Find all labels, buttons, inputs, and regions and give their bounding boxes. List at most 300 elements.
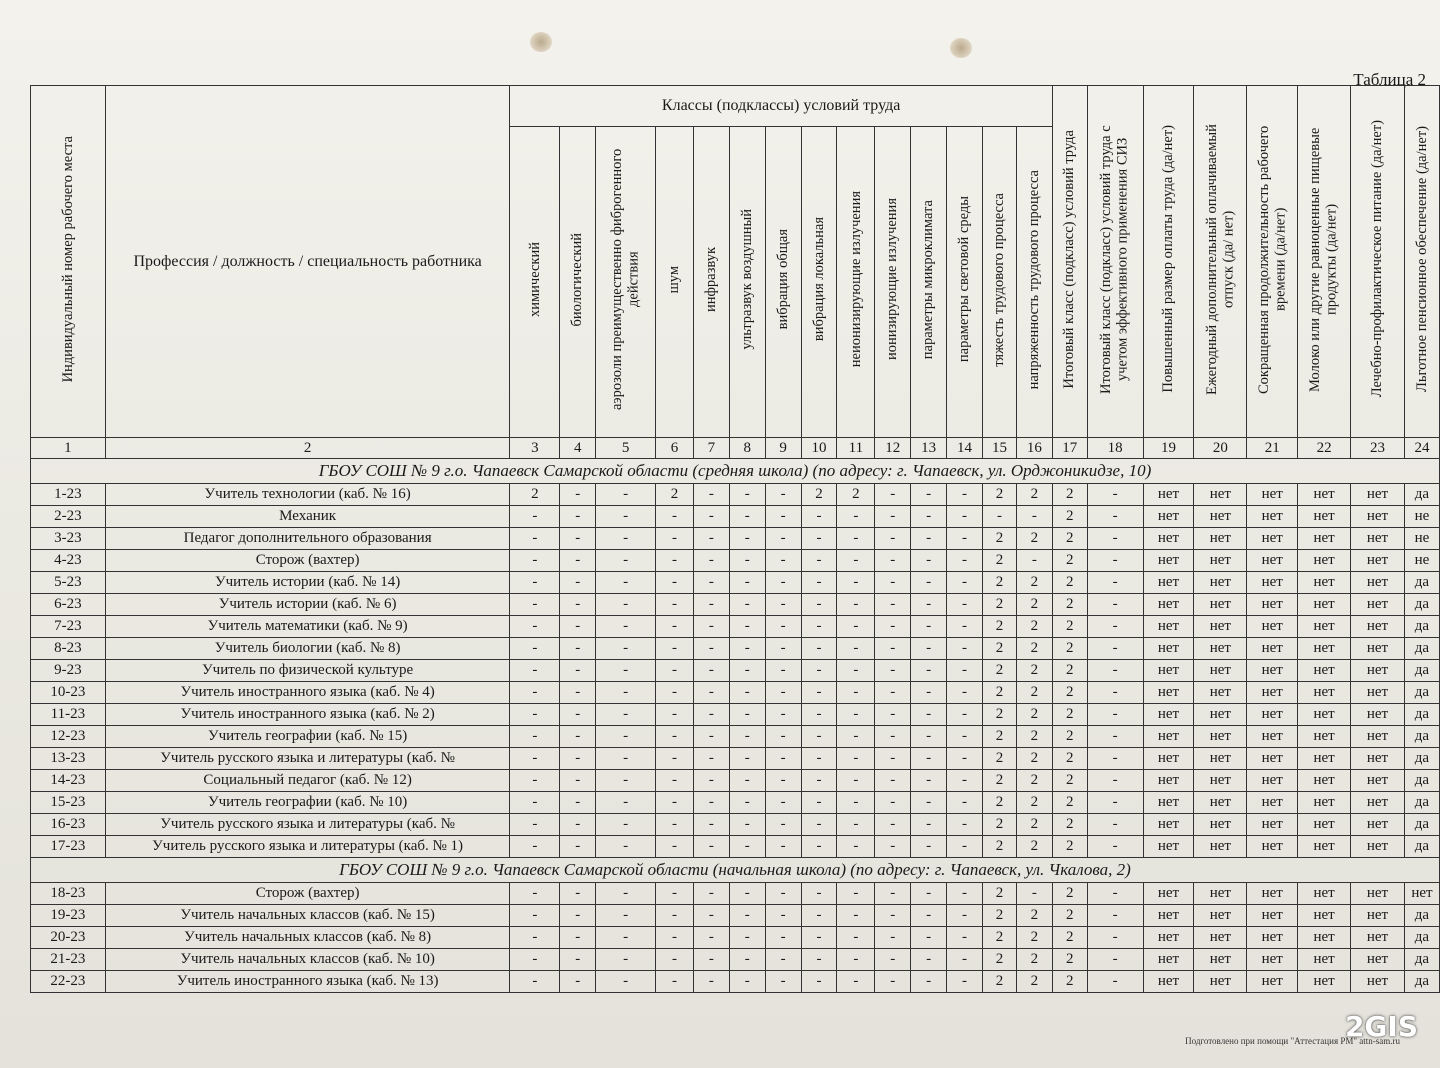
column-number: 24: [1404, 438, 1439, 459]
2gis-watermark: 2GIS: [1344, 1010, 1418, 1043]
factor-class-cell: -: [801, 949, 837, 971]
factor-class-cell: -: [510, 704, 560, 726]
workplace-id-cell: 16-23: [31, 814, 106, 836]
factor-class-cell: -: [911, 770, 947, 792]
guarantee-cell: нет: [1247, 927, 1298, 949]
final-class-cell: 2: [1052, 792, 1087, 814]
factor-class-cell: -: [801, 792, 837, 814]
factor-header: ионизирующие излучения: [875, 127, 911, 438]
final-class-cell: 2: [1052, 770, 1087, 792]
factor-class-cell: -: [837, 704, 875, 726]
final-class-siz-cell: -: [1087, 484, 1143, 506]
factor-class-cell: -: [656, 971, 694, 993]
guarantee-cell: нет: [1194, 949, 1247, 971]
factor-class-cell: 2: [1016, 971, 1052, 993]
profession-cell: Сторож (вахтер): [105, 883, 510, 905]
factor-class-cell: -: [510, 949, 560, 971]
workplace-id-cell: 9-23: [31, 660, 106, 682]
factor-class-cell: -: [911, 682, 947, 704]
factor-class-cell: -: [656, 905, 694, 927]
factor-class-cell: 2: [983, 927, 1017, 949]
guarantee-cell: нет: [1298, 704, 1351, 726]
factor-class-cell: -: [765, 971, 801, 993]
factor-class-cell: -: [596, 770, 656, 792]
final-class-cell: 2: [1052, 638, 1087, 660]
factor-class-cell: -: [947, 949, 983, 971]
factor-class-cell: -: [596, 660, 656, 682]
guarantee-cell: нет: [1351, 949, 1405, 971]
factor-class-cell: -: [875, 528, 911, 550]
guarantee-cell: нет: [1351, 682, 1405, 704]
section-row: [31, 858, 1440, 883]
factor-class-cell: -: [560, 971, 596, 993]
factor-class-cell: 2: [983, 704, 1017, 726]
guarantee-cell: нет: [1194, 971, 1247, 993]
factor-class-cell: -: [729, 616, 765, 638]
final-class-siz-cell: -: [1087, 704, 1143, 726]
column-number: 21: [1247, 438, 1298, 459]
table-row: [31, 528, 1440, 550]
factor-class-cell: -: [1016, 550, 1052, 572]
section-row: [31, 459, 1440, 484]
column-number: 14: [947, 438, 983, 459]
factor-class-cell: -: [560, 638, 596, 660]
factor-class-cell: -: [596, 638, 656, 660]
factor-class-cell: -: [875, 616, 911, 638]
final-class-siz-cell: -: [1087, 836, 1143, 858]
guarantee-cell: нет: [1298, 484, 1351, 506]
factor-class-cell: -: [656, 883, 694, 905]
column-number: 18: [1087, 438, 1143, 459]
factor-class-cell: -: [765, 770, 801, 792]
factor-class-cell: -: [693, 927, 729, 949]
factor-class-cell: -: [801, 704, 837, 726]
final-class-siz-cell: -: [1087, 883, 1143, 905]
factor-class-cell: -: [801, 927, 837, 949]
factor-class-cell: -: [911, 506, 947, 528]
factor-class-cell: -: [837, 726, 875, 748]
final-class-siz-cell: -: [1087, 905, 1143, 927]
profession-cell: Учитель начальных классов (каб. № 8): [105, 927, 510, 949]
factor-class-cell: -: [947, 770, 983, 792]
guarantee-cell: нет: [1351, 971, 1405, 993]
factor-class-cell: -: [911, 792, 947, 814]
factor-class-cell: -: [560, 836, 596, 858]
guarantee-cell: нет: [1194, 836, 1247, 858]
factor-class-cell: -: [510, 792, 560, 814]
guarantee-cell: нет: [1194, 550, 1247, 572]
profession-cell: Учитель иностранного языка (каб. № 2): [105, 704, 510, 726]
classes-group-header: Классы (подклассы) условий труда: [510, 86, 1052, 127]
factor-class-cell: 2: [983, 594, 1017, 616]
factor-class-cell: -: [947, 792, 983, 814]
table-row: [31, 616, 1440, 638]
factor-class-cell: -: [729, 883, 765, 905]
final-class-siz-cell: -: [1087, 971, 1143, 993]
factor-class-cell: -: [911, 814, 947, 836]
guarantee-cell: нет: [1143, 971, 1194, 993]
factor-class-cell: -: [765, 726, 801, 748]
profession-cell: Учитель русского языка и литературы (каб. № 1): [105, 836, 510, 858]
factor-class-cell: -: [596, 927, 656, 949]
guarantee-cell: нет: [1143, 949, 1194, 971]
factor-class-cell: -: [560, 748, 596, 770]
factor-class-cell: 2: [983, 883, 1017, 905]
factor-class-cell: -: [656, 572, 694, 594]
factor-class-cell: -: [875, 883, 911, 905]
factor-class-cell: -: [911, 927, 947, 949]
guarantee-cell: нет: [1351, 594, 1405, 616]
guarantee-cell: нет: [1351, 770, 1405, 792]
guarantee-cell: нет: [1194, 572, 1247, 594]
factor-class-cell: -: [801, 506, 837, 528]
guarantee-cell: нет: [1247, 660, 1298, 682]
guarantee-cell: нет: [1298, 506, 1351, 528]
factor-header: тяжесть трудового процесса: [983, 127, 1017, 438]
final-class-siz-cell: -: [1087, 506, 1143, 528]
workplace-id-cell: 3-23: [31, 528, 106, 550]
guarantee-cell: нет: [1298, 550, 1351, 572]
factor-class-cell: -: [596, 905, 656, 927]
factor-class-cell: -: [875, 927, 911, 949]
factor-class-cell: -: [765, 704, 801, 726]
factor-class-cell: 2: [1016, 927, 1052, 949]
factor-class-cell: -: [729, 704, 765, 726]
profession-cell: Учитель начальных классов (каб. № 15): [105, 905, 510, 927]
factor-class-cell: -: [560, 883, 596, 905]
extra-col-header: Лечебно-профилактическое питание (да/нет): [1351, 86, 1405, 438]
workplace-id-cell: 18-23: [31, 883, 106, 905]
table-row: [31, 682, 1440, 704]
factor-class-cell: -: [837, 638, 875, 660]
factor-class-cell: -: [947, 814, 983, 836]
factor-class-cell: -: [693, 792, 729, 814]
table-row: [31, 550, 1440, 572]
guarantee-cell: нет: [1351, 506, 1405, 528]
factor-class-cell: -: [947, 726, 983, 748]
footer-note: Подготовлено при помощи "Аттестация РМ" attn-sam.ru: [1185, 1036, 1400, 1046]
factor-class-cell: -: [911, 594, 947, 616]
guarantee-cell: нет: [1247, 883, 1298, 905]
factor-class-cell: 2: [1016, 770, 1052, 792]
factor-class-cell: 2: [1016, 528, 1052, 550]
guarantee-cell: нет: [1298, 971, 1351, 993]
table-row: [31, 660, 1440, 682]
factor-class-cell: -: [765, 883, 801, 905]
workplace-id-cell: 5-23: [31, 572, 106, 594]
factor-class-cell: -: [875, 971, 911, 993]
workplace-id-cell: 20-23: [31, 927, 106, 949]
factor-class-cell: -: [729, 836, 765, 858]
factor-class-cell: -: [801, 594, 837, 616]
factor-class-cell: -: [1016, 506, 1052, 528]
workplace-id-cell: 12-23: [31, 726, 106, 748]
factor-class-cell: -: [693, 971, 729, 993]
factor-class-cell: -: [560, 905, 596, 927]
factor-class-cell: -: [911, 572, 947, 594]
factor-class-cell: -: [947, 748, 983, 770]
factor-class-cell: -: [560, 704, 596, 726]
id-column-header: Индивидуальный номер рабочего места: [31, 86, 106, 438]
factor-class-cell: 2: [983, 814, 1017, 836]
guarantee-cell: нет: [1298, 883, 1351, 905]
workplace-id-cell: 15-23: [31, 792, 106, 814]
guarantee-cell: нет: [1143, 682, 1194, 704]
table-row: [31, 748, 1440, 770]
factor-class-cell: -: [875, 594, 911, 616]
final-class-cell: 2: [1052, 971, 1087, 993]
guarantee-cell: нет: [1247, 594, 1298, 616]
guarantee-cell: нет: [1247, 506, 1298, 528]
workplace-id-cell: 13-23: [31, 748, 106, 770]
guarantee-cell: нет: [1194, 682, 1247, 704]
table-row: [31, 949, 1440, 971]
final-class-siz-cell: -: [1087, 638, 1143, 660]
factor-class-cell: -: [693, 550, 729, 572]
factor-class-cell: -: [875, 814, 911, 836]
final-class-cell: 2: [1052, 528, 1087, 550]
final-class-cell: 2: [1052, 550, 1087, 572]
column-number-row: [31, 438, 1440, 459]
guarantee-cell: нет: [1351, 836, 1405, 858]
factor-class-cell: -: [656, 927, 694, 949]
factor-class-cell: -: [947, 704, 983, 726]
factor-class-cell: 2: [1016, 660, 1052, 682]
guarantee-cell: нет: [1298, 638, 1351, 660]
factor-class-cell: 2: [1016, 572, 1052, 594]
factor-class-cell: -: [765, 550, 801, 572]
factor-class-cell: -: [560, 616, 596, 638]
factor-class-cell: -: [837, 792, 875, 814]
guarantee-cell: нет: [1351, 528, 1405, 550]
extra-col-header: Повышенный размер оплаты труда (да/нет): [1143, 86, 1194, 438]
guarantee-cell: нет: [1351, 792, 1405, 814]
factor-class-cell: -: [947, 484, 983, 506]
factor-class-cell: 2: [983, 528, 1017, 550]
factor-class-cell: -: [729, 638, 765, 660]
column-number: 19: [1143, 438, 1194, 459]
factor-class-cell: 2: [1016, 792, 1052, 814]
factor-class-cell: -: [911, 550, 947, 572]
final-class-cell: 2: [1052, 814, 1087, 836]
profession-column-header: Профессия / должность / специальность работника: [105, 86, 510, 438]
factor-class-cell: -: [911, 726, 947, 748]
factor-class-cell: -: [656, 506, 694, 528]
factor-class-cell: -: [656, 949, 694, 971]
factor-class-cell: -: [729, 594, 765, 616]
factor-class-cell: -: [656, 704, 694, 726]
final-class-siz-cell: -: [1087, 748, 1143, 770]
factor-class-cell: -: [560, 949, 596, 971]
guarantee-cell: нет: [1143, 836, 1194, 858]
profession-cell: Учитель технологии (каб. № 16): [105, 484, 510, 506]
factor-class-cell: -: [693, 726, 729, 748]
guarantee-cell: нет: [1143, 704, 1194, 726]
factor-class-cell: 2: [983, 836, 1017, 858]
guarantee-cell: нет: [1298, 927, 1351, 949]
profession-cell: Учитель русского языка и литературы (каб. №: [105, 814, 510, 836]
factor-class-cell: -: [729, 905, 765, 927]
guarantee-cell: нет: [1194, 638, 1247, 660]
final-class-siz-cell: -: [1087, 660, 1143, 682]
factor-class-cell: -: [729, 949, 765, 971]
factor-class-cell: -: [510, 836, 560, 858]
guarantee-cell: нет: [1298, 572, 1351, 594]
factor-class-cell: -: [875, 484, 911, 506]
extra-col-header: Итоговый класс (подкласс) условий труда: [1052, 86, 1087, 438]
factor-class-cell: -: [765, 792, 801, 814]
factor-class-cell: -: [947, 506, 983, 528]
final-class-cell: 2: [1052, 682, 1087, 704]
final-class-siz-cell: -: [1087, 792, 1143, 814]
factor-class-cell: -: [765, 905, 801, 927]
factor-class-cell: -: [837, 927, 875, 949]
factor-class-cell: -: [510, 660, 560, 682]
guarantee-cell: нет: [1298, 594, 1351, 616]
factor-class-cell: -: [837, 949, 875, 971]
factor-class-cell: 2: [837, 484, 875, 506]
guarantee-cell: нет: [1351, 704, 1405, 726]
factor-class-cell: -: [693, 660, 729, 682]
factor-class-cell: -: [765, 638, 801, 660]
guarantee-cell: нет: [1143, 770, 1194, 792]
factor-class-cell: -: [729, 660, 765, 682]
workplace-id-cell: 8-23: [31, 638, 106, 660]
profession-cell: Учитель начальных классов (каб. № 10): [105, 949, 510, 971]
guarantee-cell: нет: [1194, 506, 1247, 528]
factor-class-cell: -: [837, 883, 875, 905]
factor-class-cell: -: [693, 616, 729, 638]
final-class-cell: 2: [1052, 616, 1087, 638]
factor-class-cell: -: [656, 836, 694, 858]
workplace-id-cell: 6-23: [31, 594, 106, 616]
factor-class-cell: -: [510, 528, 560, 550]
extra-col-header: Молоко или другие равноценные пищевые продукты (да/нет): [1298, 86, 1351, 438]
column-number: 13: [911, 438, 947, 459]
workplace-id-cell: 2-23: [31, 506, 106, 528]
factor-class-cell: -: [560, 927, 596, 949]
factor-class-cell: -: [510, 927, 560, 949]
factor-class-cell: -: [801, 905, 837, 927]
factor-class-cell: -: [801, 836, 837, 858]
guarantee-cell: нет: [1247, 748, 1298, 770]
factor-class-cell: 2: [1016, 814, 1052, 836]
factor-class-cell: -: [911, 704, 947, 726]
guarantee-cell: да: [1404, 748, 1439, 770]
factor-class-cell: -: [693, 748, 729, 770]
table-row: [31, 971, 1440, 993]
factor-class-cell: -: [596, 506, 656, 528]
factor-class-cell: -: [801, 572, 837, 594]
factor-class-cell: -: [510, 550, 560, 572]
factor-class-cell: -: [596, 726, 656, 748]
factor-class-cell: -: [801, 748, 837, 770]
profession-cell: Учитель географии (каб. № 15): [105, 726, 510, 748]
factor-class-cell: -: [801, 550, 837, 572]
guarantee-cell: нет: [1404, 883, 1439, 905]
factor-class-cell: -: [801, 726, 837, 748]
profession-cell: Учитель математики (каб. № 9): [105, 616, 510, 638]
table-row: [31, 704, 1440, 726]
factor-class-cell: -: [911, 748, 947, 770]
factor-class-cell: 2: [983, 949, 1017, 971]
guarantee-cell: нет: [1143, 660, 1194, 682]
factor-class-cell: -: [596, 814, 656, 836]
guarantee-cell: да: [1404, 484, 1439, 506]
factor-class-cell: -: [693, 704, 729, 726]
profession-cell: Учитель географии (каб. № 10): [105, 792, 510, 814]
factor-class-cell: -: [765, 506, 801, 528]
factor-class-cell: -: [911, 905, 947, 927]
guarantee-cell: нет: [1194, 704, 1247, 726]
factor-class-cell: -: [875, 704, 911, 726]
column-number: 7: [693, 438, 729, 459]
factor-class-cell: -: [596, 484, 656, 506]
factor-class-cell: 2: [983, 616, 1017, 638]
factor-class-cell: -: [875, 572, 911, 594]
workplace-id-cell: 10-23: [31, 682, 106, 704]
factor-class-cell: -: [911, 638, 947, 660]
factor-class-cell: -: [911, 883, 947, 905]
guarantee-cell: нет: [1351, 550, 1405, 572]
factor-header: ультразвук воздушный: [729, 127, 765, 438]
factor-class-cell: -: [947, 682, 983, 704]
factor-class-cell: -: [596, 949, 656, 971]
factor-class-cell: -: [693, 484, 729, 506]
guarantee-cell: нет: [1298, 660, 1351, 682]
factor-class-cell: -: [801, 971, 837, 993]
final-class-siz-cell: -: [1087, 616, 1143, 638]
factor-class-cell: -: [560, 550, 596, 572]
factor-class-cell: 2: [983, 905, 1017, 927]
guarantee-cell: нет: [1298, 616, 1351, 638]
guarantee-cell: нет: [1194, 814, 1247, 836]
guarantee-cell: нет: [1247, 528, 1298, 550]
guarantee-cell: да: [1404, 971, 1439, 993]
guarantee-cell: да: [1404, 682, 1439, 704]
factor-class-cell: -: [560, 528, 596, 550]
factor-class-cell: -: [875, 770, 911, 792]
factor-class-cell: -: [801, 528, 837, 550]
factor-class-cell: 2: [983, 484, 1017, 506]
guarantee-cell: нет: [1298, 905, 1351, 927]
factor-class-cell: -: [911, 660, 947, 682]
factor-class-cell: -: [693, 528, 729, 550]
factor-class-cell: -: [765, 836, 801, 858]
factor-class-cell: -: [510, 905, 560, 927]
factor-class-cell: -: [875, 506, 911, 528]
column-number: 1: [31, 438, 106, 459]
guarantee-cell: нет: [1351, 927, 1405, 949]
guarantee-cell: да: [1404, 726, 1439, 748]
guarantee-cell: нет: [1351, 484, 1405, 506]
factor-class-cell: -: [947, 927, 983, 949]
factor-class-cell: 2: [983, 572, 1017, 594]
factor-class-cell: -: [765, 528, 801, 550]
workplace-id-cell: 11-23: [31, 704, 106, 726]
factor-class-cell: -: [729, 770, 765, 792]
factor-class-cell: -: [729, 814, 765, 836]
column-number: 5: [596, 438, 656, 459]
guarantee-cell: нет: [1351, 638, 1405, 660]
factor-class-cell: -: [947, 638, 983, 660]
factor-class-cell: -: [837, 506, 875, 528]
final-class-siz-cell: -: [1087, 770, 1143, 792]
factor-class-cell: -: [837, 550, 875, 572]
final-class-cell: 2: [1052, 748, 1087, 770]
factor-class-cell: -: [765, 594, 801, 616]
guarantee-cell: нет: [1298, 814, 1351, 836]
